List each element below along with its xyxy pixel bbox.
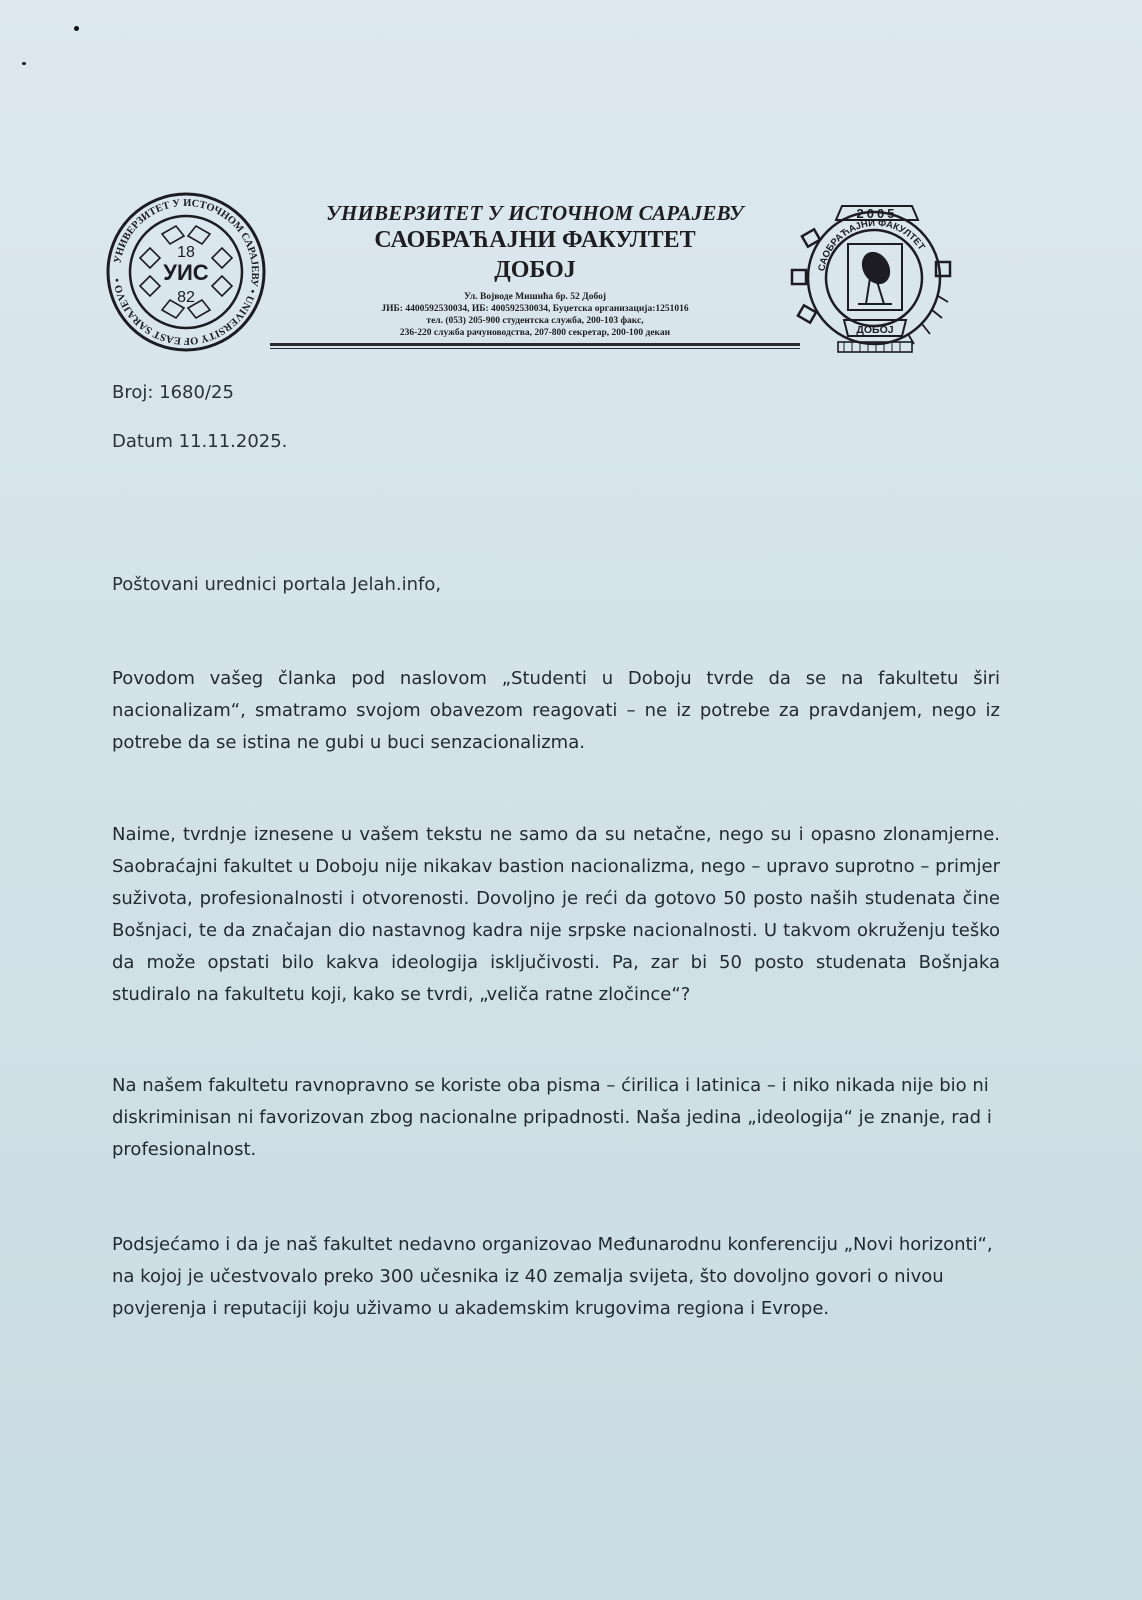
paragraph-3: Na našem fakultetu ravnopravno se koriste oba pisma – ćirilica i latinica – i niko nikada nije bio ni diskriminisan ni favorizovan zbog nacionalne pripadnosti. Naša jedina „ideologija“ je znanje, rad i profesionalnost. xyxy=(112,1075,992,1160)
salutation: Poštovani urednici portala Jelah.info, xyxy=(112,574,442,595)
contact-info xyxy=(270,291,800,339)
faculty-logo xyxy=(786,192,960,362)
document-number: Broj: 1680/25 xyxy=(112,382,234,403)
seal-ring-text: УНИВЕРЗИТЕТ У ИСТОЧНОМ САРАЈЕВУ • UNIVERSITY OF EAST SARAJEVO • xyxy=(112,197,261,347)
faculty-city: ДОБОЈ xyxy=(494,257,576,283)
letterhead xyxy=(270,200,800,339)
seal-center-text: УИС xyxy=(163,260,209,285)
header-divider xyxy=(270,343,800,346)
contact-line: тел. (053) 205-900 студентска служба, 200-103 факс, xyxy=(426,316,644,326)
contact-line: ЈИБ: 4400592530034, ИБ: 400592530034, Буџетска организација:1251016 xyxy=(381,304,689,314)
contact-line: Ул. Војводе Мишића бр. 52 Добој xyxy=(464,292,606,302)
header-divider-thin xyxy=(270,348,800,349)
contact-line: 236-220 служба рачуноводства, 207-800 секретар, 200-100 декан xyxy=(399,328,671,338)
seal-bottom-number: 82 xyxy=(177,289,195,306)
logo-city: ДОБОЈ xyxy=(856,324,894,336)
paragraph-1: Povodom vašeg članka pod naslovom „Studenti u Doboju tvrde da se na fakultetu širi nacionalizam“, smatramo svojom obavezom reagovati – ne iz potrebe za pravdanjem, nego iz potrebe da se istina ne gubi u buci senzacionalizma. xyxy=(112,668,1000,753)
logo-arc-text: САОБРАЋАЈНИ ФАКУЛТЕТ xyxy=(816,217,927,273)
paragraph-4: Podsjećamo i da je naš fakultet nedavno organizovao Međunarodnu konferenciju „Novi horizonti“, na kojoj je učestvovalo preko 300 učesnika iz 40 zemalja svijeta, što dovoljno govori o nivou povjerenja i reputaciji koju uživamo u akademskim krugovima regiona i Evrope. xyxy=(112,1234,993,1319)
university-seal-logo xyxy=(104,190,268,354)
university-name: УНИВЕРЗИТЕТ У ИСТОЧНОМ САРАЈЕВУ xyxy=(326,201,744,225)
speck-dot xyxy=(22,62,26,65)
seal-top-number: 18 xyxy=(177,244,195,261)
faculty-name: САОБРАЋАЈНИ ФАКУЛТЕТ xyxy=(374,227,696,253)
paragraph-2: Naime, tvrdnje iznesene u vašem tekstu ne samo da su netačne, nego su i opasno zlonamjerne. Saobraćajni fakultet u Doboju nije nikakav bastion nacionalizma, nego – upravo suprotno – primjer suživota, profesionalnosti i otvorenosti. Dovoljno je reći da gotovo 50 posto naših studenata čine Bošnjaci, te da značajan dio nastavnog kadra nije srpske nacionalnosti. U takvom okruženju teško da može opstati bilo kakva ideologija isključivosti. Pa, zar bi 50 posto studenata Bošnjaka studiralo na fakultetu koji, kako se tvrdi, „veliča ratne zločince“? xyxy=(112,824,1000,1005)
document-date: Datum 11.11.2025. xyxy=(112,431,288,452)
speck-dot xyxy=(74,26,79,31)
logo-year: 2005 xyxy=(856,206,898,221)
